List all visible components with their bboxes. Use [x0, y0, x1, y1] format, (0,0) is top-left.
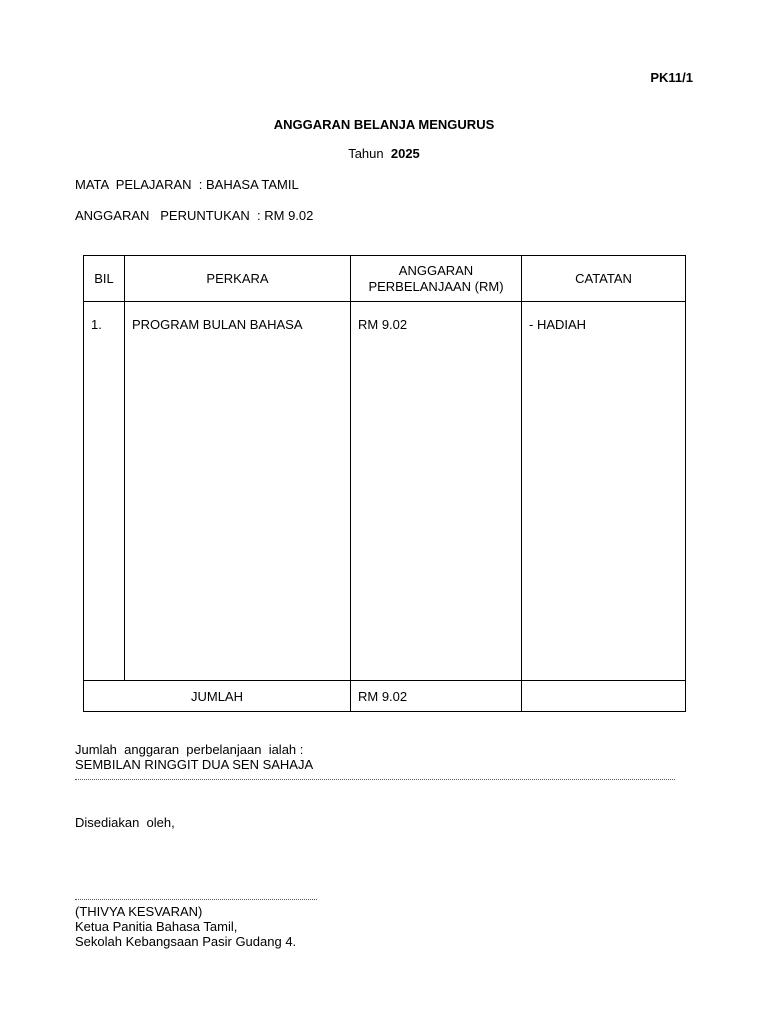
- column-header-catatan: CATATAN: [522, 256, 686, 302]
- column-header-anggaran-line1: ANGGARAN: [398, 262, 474, 278]
- table-row: [84, 302, 686, 334]
- dotted-line: [75, 779, 675, 780]
- prepared-by-label: Disediakan oleh,: [75, 815, 175, 830]
- table-header-row: [84, 256, 686, 302]
- table-total-row: [84, 681, 686, 712]
- column-header-anggaran: [351, 256, 522, 302]
- signature-line: [75, 899, 317, 900]
- total-label: JUMLAH: [84, 681, 351, 712]
- document-title: ANGGARAN BELANJA MENGURUS: [273, 117, 495, 132]
- column-header-perkara: PERKARA: [125, 256, 351, 302]
- budget-table: [83, 255, 686, 712]
- subject-line: MATA PELAJARAN : BAHASA TAMIL: [75, 177, 299, 192]
- total-value: RM 9.02: [351, 681, 522, 712]
- signer-school: Sekolah Kebangsaan Pasir Gudang 4.: [75, 934, 297, 949]
- year-line: [0, 146, 768, 161]
- cell-perkara: PROGRAM BULAN BAHASA: [125, 302, 351, 334]
- table-blank-area: [84, 333, 686, 681]
- column-header-anggaran-line2: PERBELANJAAN (RM): [368, 278, 504, 294]
- cell-anggaran: RM 9.02: [351, 302, 522, 334]
- amount-in-words: SEMBILAN RINGGIT DUA SEN SAHAJA: [75, 757, 314, 772]
- year-value: 2025: [390, 146, 420, 161]
- column-header-bil: BIL: [84, 256, 125, 302]
- signer-role: Ketua Panitia Bahasa Tamil,: [75, 919, 238, 934]
- cell-catatan: - HADIAH: [522, 302, 686, 334]
- cell-bil: 1.: [84, 302, 125, 334]
- form-code: PK11/1: [650, 70, 693, 85]
- year-label: Tahun: [348, 146, 384, 161]
- allocation-line: ANGGARAN PERUNTUKAN : RM 9.02: [75, 208, 314, 223]
- total-catatan: [522, 681, 686, 712]
- amount-intro: Jumlah anggaran perbelanjaan ialah :: [75, 742, 304, 757]
- signer-name: (THIVYA KESVARAN): [75, 904, 203, 919]
